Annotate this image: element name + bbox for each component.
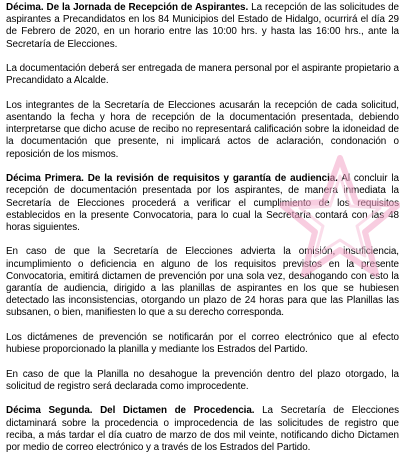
paragraph-text: Los dictámenes de prevención se notificarán por el correo electrónico que al efecto hubiese proporcionado la planilla y mediante los Estrados del Partido. [6,331,399,356]
paragraph-text: La recepción de las solicitudes de aspirantes a Precandidatos en los 84 Municipios del Estado de Hidalgo, ocurrirá el día 29 de Febrero de 2020, en un horario entre las 10:00 hrs. y hasta las 16:00 hrs., ante la Secretaría de Elecciones. [6,2,399,50]
paragraph-omision [6,246,399,319]
paragraph-decima-segunda [6,405,399,454]
paragraph-text: La documentación deberá ser entregada de manera personal por el aspirante propietario a Precandidato a Alcalde. [6,63,399,87]
paragraph-text: Los integrantes de la Secretaría de Elecciones acusarán la recepción de cada solicitud, asentando la fecha y hora de recepción de la documentación presentada, debiendo interpretarse que dicho acuse de recibo no representará calificación sobre la idoneidad de la documentación que presente, ni implicará actos de aclaración, condonación o reposición de los mismos. [6,99,399,160]
section-heading: Décima. De la Jornada de Recepción de Aspirantes. [6,2,249,13]
paragraph-integrantes [6,100,399,161]
section-heading: Décima Primera. De la revisión de requisitos y garantía de audiencia. [6,173,338,185]
paragraph-text: En caso de que la Planilla no desahogue la prevención dentro del plazo otorgado, la solicitud de registro será declarada como improcedente. [6,368,399,392]
paragraph-desahogo [6,369,399,393]
paragraph-decima [6,2,399,51]
paragraph-documentacion [6,63,399,87]
paragraph-text: Al concluir la recepción de documentación presentada por los aspirantes, de manera inmediata la Secretaría de Elecciones procederá a verificar el cumplimiento de los requisitos establecidos en la presente Convocatoria, para lo cual la Secretaría contará con las 48 horas siguientes. [6,173,400,233]
paragraph-text: En caso de que la Secretaría de Elecciones advierta la omisión, insuficiencia, incumplimiento o deficiencia en alguno de los requisitos previstos en la presente Convocatoria, emitirá dictamen de prevención por una sola vez, desahogando con esto la garantía de audiencia, dirigido a las planillas de aspirantes en los que se hubiesen detectado las inconsistencias, otorgando un plazo de 24 horas para que las Planillas las subsanen, o bien, manifiesten lo que a su derecho corresponda. [6,246,399,319]
paragraph-decima-primera [6,173,399,234]
document-page [6,2,399,466]
paragraph-text: La Secretaría de Elecciones dictaminará sobre la procedencia o improcedencia de las solicitudes de registro que reciba, a más tardar el día cuatro de marzo de dos mil veinte, notificando dicho Dictamen por medio de correo electrónico y a través de los Estrados del Partido. [6,405,399,453]
section-heading: Décima Segunda. Del Dictamen de Procedencia. [6,405,255,417]
paragraph-dictamenes [6,332,399,356]
